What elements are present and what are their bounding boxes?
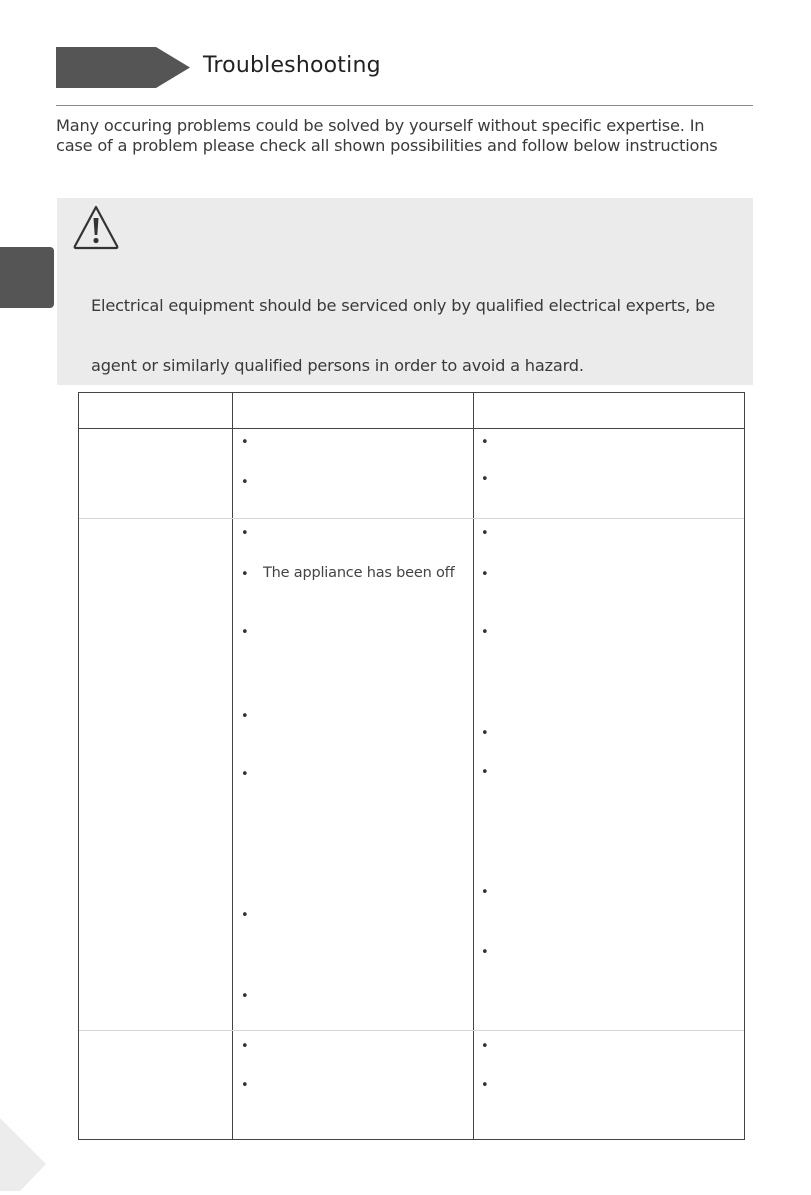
table-bullet: • [241,475,249,490]
table-bullet: • [241,767,249,782]
table-cell-text: The appliance has been off [263,565,455,581]
intro-paragraph [56,116,756,156]
page-corner-fold [0,1118,48,1195]
table-bullet: • [241,526,249,541]
table-bullet: • [241,1039,249,1054]
table-column-divider-1 [232,392,233,1140]
warning-text-line-1: Electrical equipment should be serviced only by qualified electrical experts, be [91,296,715,315]
title-divider [56,105,753,106]
table-bullet: • [481,945,489,960]
table-row-divider-1 [79,518,744,519]
table-bullet: • [481,526,489,541]
intro-line-2: case of a problem please check all shown possibilities and follow below instructions [56,136,718,155]
table-bullet: • [481,472,489,487]
table-header-divider [78,428,745,429]
table-bullet: • [481,435,489,450]
page-title: Troubleshooting [203,53,381,78]
table-bullet: • [241,567,249,582]
table-bullet: • [481,567,489,582]
table-bullet: • [241,709,249,724]
table-bullet: • [241,1078,249,1093]
table-bullet: • [481,625,489,640]
table-bullet: • [481,1039,489,1054]
table-bullet: • [481,765,489,780]
table-row-divider-2 [79,1030,744,1031]
table-bullet: • [241,989,249,1004]
table-bullet: • [481,726,489,741]
table-bullet: • [241,435,249,450]
side-section-tab [0,247,54,308]
section-header-tab [56,47,192,88]
table-column-divider-2 [473,392,474,1140]
troubleshooting-table [78,392,745,1140]
table-bullet: • [241,625,249,640]
warning-triangle-icon [71,203,121,255]
table-bullet: • [241,908,249,923]
intro-line-1: Many occuring problems could be solved by yourself without specific expertise. In [56,116,705,135]
table-bullet: • [481,1078,489,1093]
table-bullet: • [481,885,489,900]
warning-text-line-2: agent or similarly qualified persons in order to avoid a hazard. [91,356,584,375]
